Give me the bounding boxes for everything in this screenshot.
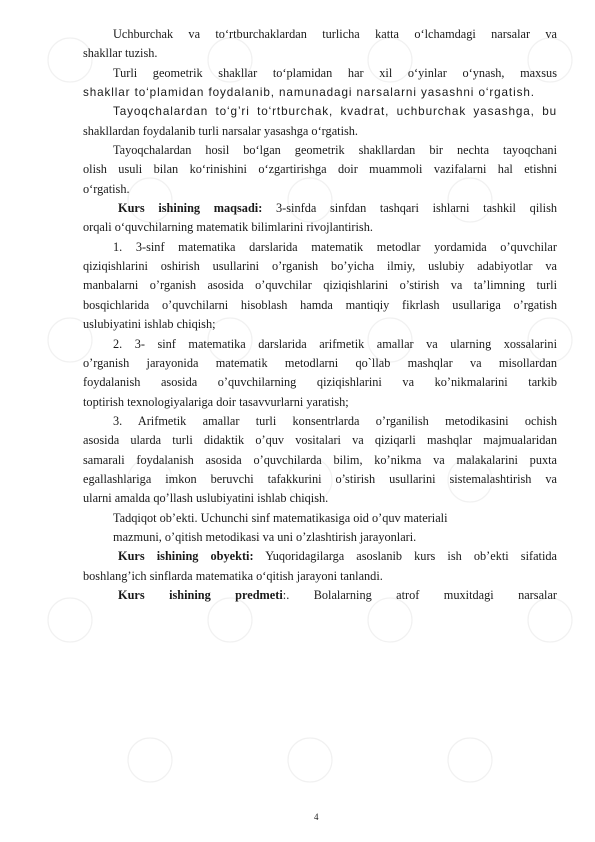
text-line: o’rganish jarayonida matematik metodlarni qo`llab mashqlar va misollardan [83, 355, 557, 370]
paragraph-task-3 [83, 412, 557, 509]
text-line: o‘rgatish. [83, 181, 130, 196]
text-line: Tayoqchalardan to‘g’ri to‘rtburchak, kvadrat, uchburchak yasashga, bu [113, 105, 557, 119]
course-subject-label: Kurs ishining predmeti [118, 587, 283, 602]
text-line: shakllar tuzish. [83, 46, 158, 61]
text-line: Turli geometrik shakllar to‘plamidan har xil o‘yinlar o‘ynash, maxsus [113, 65, 557, 80]
text-line: Tadqiqot ob’ekti. Uchunchi sinf matematikasiga oid o’quv materiali [113, 510, 448, 525]
text-line: foydalanish asosida o’quvchilarning qiziqishlarini va ko’nikmalarini tarkib [83, 375, 557, 390]
paragraph-shapes-building [83, 25, 557, 64]
text-line: asosida ularda turli didaktik o’quv vositalari va qiziqarli mashqlar majmualaridan [83, 433, 557, 448]
text-line: bosqichlarida o’quvchilarni hisoblash hamda mantiqiy fikrlash usullariga o’rgatish [83, 297, 557, 312]
text-line: 2. 3- sinf matematika darslarida arifmetik amallar va ularning xossalarini [113, 336, 557, 351]
paragraph-sticks-shapes [83, 102, 557, 141]
text-line: ularni amalda qo’llash uslubiyatini ishlab chiqish. [83, 491, 329, 506]
text-line: qiziqishlarini oshirish usullarini o’rganish bo’yicha ilmiy, uslubiy adabiyotlar va [83, 259, 557, 274]
page-number: 4 [314, 812, 319, 822]
course-object-text: Yuqoridagilarga asoslanib kurs ish ob’ekti sifatida [253, 549, 557, 564]
text-line: uslubiyatini ishlab chiqish; [83, 317, 216, 332]
text-line: Tayoqchalardan hosil bo‘lgan geometrik shakllardan bir nechta tayoqchani [113, 143, 557, 158]
text-line: samarali foydalanish asosida o’quvchilarda bilim, ko’nikma va malakalarini puxta [83, 452, 557, 467]
paragraph-task-2 [83, 335, 557, 412]
paragraph-course-goal [83, 199, 558, 238]
paragraph-sticks-problems [83, 141, 557, 199]
text-line: shakllardan foydalanib turli narsalar yasashga o‘rgatish. [83, 123, 358, 138]
text-line [113, 586, 557, 605]
text-line: boshlang’ich sinflarda matematika o‘qitish jarayoni tanlandi. [83, 568, 383, 583]
text-line [113, 547, 557, 566]
course-subject-text: :. Bolalarning atrof muxitdagi narsalar [282, 587, 557, 602]
paragraph-research-object [113, 509, 557, 548]
course-goal-label: Kurs ishining maqsadi: [118, 201, 263, 216]
text-line: orqali o‘quvchilarning matematik bilimlarini rivojlantirish. [83, 220, 373, 235]
text-line: mazmuni, o’qitish metodikasi va uni o’zlashtirish jarayonlari. [113, 529, 417, 544]
text-line: 1. 3-sinf matematika darslarida matematik metodlar yordamida o’quvchilar [113, 239, 557, 254]
paragraph-shape-games [83, 64, 557, 103]
text-line: egallashlariga imkon beruvchi tafakkurini o’stirish usullarini sistemalashtirish va [83, 471, 557, 486]
text-line: manbalarni o’rganish asosida o’quvchilar qiziqishlarini o’stirish va ta’limning turli [83, 278, 557, 293]
text-line: olish usuli bilan ko‘rinishini o‘zgartirishga doir muammoli vazifalarni hal etishni [83, 162, 557, 177]
document-body [83, 25, 558, 605]
text-line: toptirish texnologiyalariga doir tasavvurlarni yaratish; [83, 394, 349, 409]
paragraph-course-subject [113, 586, 557, 605]
text-line: shakllar to‘plamidan foydalanib, namunadagi narsalarni yasashni o‘rgatish. [83, 86, 535, 100]
paragraph-course-object [83, 547, 557, 586]
course-object-label: Kurs ishining obyekti: [118, 549, 254, 564]
text-line [113, 199, 557, 218]
text-line: 3. Arifmetik amallar turli konsentrlarda o’rganilish metodikasini ochish [113, 413, 557, 428]
text-line: Uchburchak va to‘rtburchaklardan turlicha katta o‘lchamdagi narsalar va [113, 27, 557, 41]
paragraph-task-1 [83, 238, 557, 335]
course-goal-text: 3-sinfda sinfdan tashqari ishlarni tashkil qilish [262, 201, 558, 216]
